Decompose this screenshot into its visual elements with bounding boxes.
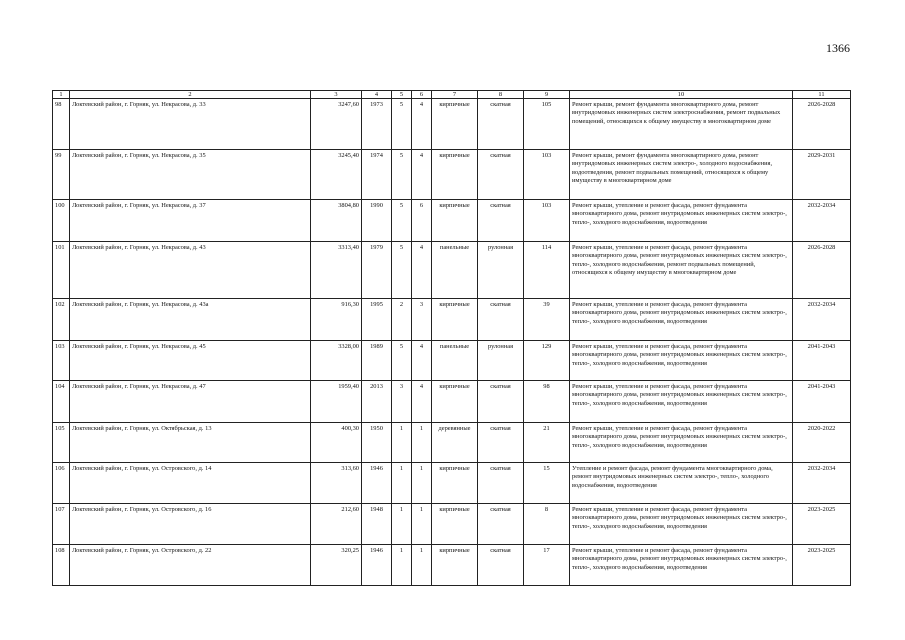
works-cell: Ремонт крыши, утепление и ремонт фасада, ремонт фундамента многоквартирного дома, ремонт внутридомовых инженерных систем электро-, тепло-, холодного водоснабжения, водоотведения	[570, 545, 793, 586]
residents-cell: 105	[524, 99, 570, 150]
roof-type-cell: рулонная	[478, 242, 524, 299]
column-header: 6	[412, 91, 432, 99]
walls-material-cell: кирпичные	[432, 150, 478, 200]
roof-type-cell: скатная	[478, 200, 524, 242]
floors-cell: 5	[392, 242, 412, 299]
roof-type-cell: скатная	[478, 299, 524, 341]
row-number: 102	[53, 299, 70, 341]
walls-material-cell: кирпичные	[432, 381, 478, 423]
year-cell: 1974	[362, 150, 392, 200]
column-header: 7	[432, 91, 478, 99]
period-cell: 2020-2022	[793, 423, 851, 463]
row-number: 100	[53, 200, 70, 242]
year-cell: 1946	[362, 545, 392, 586]
works-cell: Ремонт крыши, утепление и ремонт фасада, ремонт фундамента многоквартирного дома, ремонт внутридомовых инженерных систем электро-, тепло-, холодного водоснабжения, водоотведения	[570, 423, 793, 463]
period-cell: 2023-2025	[793, 545, 851, 586]
residents-cell: 98	[524, 381, 570, 423]
floors-cell: 1	[392, 504, 412, 545]
entrances-cell: 4	[412, 99, 432, 150]
address-cell: Локтевский район, г. Горняк, ул. Некрасова, д. 37	[70, 200, 311, 242]
works-cell: Ремонт крыши, утепление и ремонт фасада, ремонт фундамента многоквартирного дома, ремонт внутридомовых инженерных систем электро-, тепло-, холодного водоснабжения, водоотведения	[570, 299, 793, 341]
floors-cell: 3	[392, 381, 412, 423]
area-cell: 313,60	[311, 463, 362, 504]
address-cell: Локтевский район, г. Горняк, ул. Островского, д. 16	[70, 504, 311, 545]
year-cell: 2013	[362, 381, 392, 423]
entrances-cell: 3	[412, 299, 432, 341]
column-header: 10	[570, 91, 793, 99]
walls-material-cell: панельные	[432, 341, 478, 381]
address-cell: Локтевский район, г. Горняк, ул. Октябрьская, д. 13	[70, 423, 311, 463]
roof-type-cell: скатная	[478, 504, 524, 545]
entrances-cell: 4	[412, 150, 432, 200]
row-number: 106	[53, 463, 70, 504]
walls-material-cell: кирпичные	[432, 545, 478, 586]
works-cell: Утепление и ремонт фасада, ремонт фундамента многоквартирного дома, ремонт внутридомовых инженерных систем электро-, тепло-, холодного водоснабжения, водоотведения	[570, 463, 793, 504]
column-header: 11	[793, 91, 851, 99]
entrances-cell: 6	[412, 200, 432, 242]
column-number-row	[53, 91, 851, 99]
period-cell: 2023-2025	[793, 504, 851, 545]
column-header: 5	[392, 91, 412, 99]
entrances-cell: 1	[412, 423, 432, 463]
page-number: 1366	[826, 41, 850, 55]
address-cell: Локтевский район, г. Горняк, ул. Некрасова, д. 43	[70, 242, 311, 299]
period-cell: 2029-2031	[793, 150, 851, 200]
residents-cell: 15	[524, 463, 570, 504]
address-cell: Локтевский район, г. Горняк, ул. Некрасова, д. 45	[70, 341, 311, 381]
row-number: 101	[53, 242, 70, 299]
residents-cell: 39	[524, 299, 570, 341]
period-cell: 2041-2043	[793, 341, 851, 381]
table-row	[53, 463, 851, 504]
period-cell: 2041-2043	[793, 381, 851, 423]
floors-cell: 2	[392, 299, 412, 341]
floors-cell: 1	[392, 545, 412, 586]
period-cell: 2032-2034	[793, 463, 851, 504]
housing-register-table	[52, 90, 851, 586]
roof-type-cell: скатная	[478, 545, 524, 586]
area-cell: 212,60	[311, 504, 362, 545]
row-number: 104	[53, 381, 70, 423]
row-number: 108	[53, 545, 70, 586]
table-row	[53, 423, 851, 463]
residents-cell: 129	[524, 341, 570, 381]
area-cell: 3804,80	[311, 200, 362, 242]
walls-material-cell: кирпичные	[432, 99, 478, 150]
area-cell: 3247,60	[311, 99, 362, 150]
table-row	[53, 545, 851, 586]
address-cell: Локтевский район, г. Горняк, ул. Некрасова, д. 33	[70, 99, 311, 150]
table-row	[53, 381, 851, 423]
walls-material-cell: деревянные	[432, 423, 478, 463]
roof-type-cell: скатная	[478, 463, 524, 504]
works-cell: Ремонт крыши, ремонт фундамента многоквартирного дома, ремонт внутридомовых инженерных систем электро-, холодного водоснабжения, водоотведения, ремонт подвальных помещений, относящихся к общему имуществу в многоквартирном доме	[570, 150, 793, 200]
address-cell: Локтевский район, г. Горняк, ул. Некрасова, д. 47	[70, 381, 311, 423]
year-cell: 1950	[362, 423, 392, 463]
area-cell: 1959,40	[311, 381, 362, 423]
walls-material-cell: кирпичные	[432, 504, 478, 545]
walls-material-cell: кирпичные	[432, 200, 478, 242]
entrances-cell: 1	[412, 463, 432, 504]
roof-type-cell: скатная	[478, 423, 524, 463]
year-cell: 1948	[362, 504, 392, 545]
column-header: 1	[53, 91, 70, 99]
works-cell: Ремонт крыши, утепление и ремонт фасада, ремонт фундамента многоквартирного дома, ремонт внутридомовых инженерных систем электро-, тепло-, холодного водоснабжения, водоотведения	[570, 200, 793, 242]
year-cell: 1995	[362, 299, 392, 341]
walls-material-cell: кирпичные	[432, 299, 478, 341]
table-row	[53, 242, 851, 299]
table-row	[53, 341, 851, 381]
works-cell: Ремонт крыши, утепление и ремонт фасада, ремонт фундамента многоквартирного дома, ремонт внутридомовых инженерных систем электро-, тепло-, холодного водоснабжения, водоотведения	[570, 341, 793, 381]
floors-cell: 5	[392, 99, 412, 150]
column-header: 3	[311, 91, 362, 99]
floors-cell: 1	[392, 423, 412, 463]
area-cell: 916,30	[311, 299, 362, 341]
works-cell: Ремонт крыши, утепление и ремонт фасада, ремонт фундамента многоквартирного дома, ремонт внутридомовых инженерных систем электро-, тепло-, холодного водоснабжения, водоотведения	[570, 504, 793, 545]
residents-cell: 114	[524, 242, 570, 299]
column-header: 4	[362, 91, 392, 99]
row-number: 99	[53, 150, 70, 200]
floors-cell: 5	[392, 341, 412, 381]
works-cell: Ремонт крыши, утепление и ремонт фасада, ремонт фундамента многоквартирного дома, ремонт внутридомовых инженерных систем электро-, тепло-, холодного водоснабжения, ремонт подвальных помещений, относящихся к общему имуществу в многоквартирном доме	[570, 242, 793, 299]
area-cell: 3328,00	[311, 341, 362, 381]
period-cell: 2032-2034	[793, 200, 851, 242]
walls-material-cell: кирпичные	[432, 463, 478, 504]
row-number: 98	[53, 99, 70, 150]
table-row	[53, 504, 851, 545]
floors-cell: 5	[392, 200, 412, 242]
column-header: 2	[70, 91, 311, 99]
year-cell: 1973	[362, 99, 392, 150]
works-cell: Ремонт крыши, ремонт фундамента многоквартирного дома, ремонт внутридомовых инженерных систем электроснабжения, ремонт подвальных помещений, относящихся к общему имуществу в многоквартирном доме	[570, 99, 793, 150]
area-cell: 3245,40	[311, 150, 362, 200]
year-cell: 1979	[362, 242, 392, 299]
residents-cell: 103	[524, 150, 570, 200]
roof-type-cell: рулонная	[478, 341, 524, 381]
year-cell: 1989	[362, 341, 392, 381]
year-cell: 1990	[362, 200, 392, 242]
table-row	[53, 200, 851, 242]
works-cell: Ремонт крыши, утепление и ремонт фасада, ремонт фундамента многоквартирного дома, ремонт внутридомовых инженерных систем электро-, тепло-, холодного водоснабжения, водоотведения	[570, 381, 793, 423]
table-row	[53, 99, 851, 150]
area-cell: 320,25	[311, 545, 362, 586]
entrances-cell: 1	[412, 504, 432, 545]
period-cell: 2026-2028	[793, 242, 851, 299]
period-cell: 2032-2034	[793, 299, 851, 341]
table-row	[53, 299, 851, 341]
row-number: 105	[53, 423, 70, 463]
address-cell: Локтевский район, г. Горняк, ул. Некрасова, д. 35	[70, 150, 311, 200]
year-cell: 1946	[362, 463, 392, 504]
entrances-cell: 4	[412, 341, 432, 381]
entrances-cell: 4	[412, 242, 432, 299]
address-cell: Локтевский район, г. Горняк, ул. Островского, д. 22	[70, 545, 311, 586]
row-number: 103	[53, 341, 70, 381]
walls-material-cell: панельные	[432, 242, 478, 299]
table-row	[53, 150, 851, 200]
residents-cell: 17	[524, 545, 570, 586]
row-number: 107	[53, 504, 70, 545]
entrances-cell: 1	[412, 545, 432, 586]
period-cell: 2026-2028	[793, 99, 851, 150]
area-cell: 400,30	[311, 423, 362, 463]
address-cell: Локтевский район, г. Горняк, ул. Островского, д. 14	[70, 463, 311, 504]
residents-cell: 8	[524, 504, 570, 545]
area-cell: 3313,40	[311, 242, 362, 299]
address-cell: Локтевский район, г. Горняк, ул. Некрасова, д. 43а	[70, 299, 311, 341]
floors-cell: 1	[392, 463, 412, 504]
residents-cell: 21	[524, 423, 570, 463]
column-header: 9	[524, 91, 570, 99]
column-header: 8	[478, 91, 524, 99]
roof-type-cell: скатная	[478, 381, 524, 423]
roof-type-cell: скатная	[478, 99, 524, 150]
entrances-cell: 4	[412, 381, 432, 423]
roof-type-cell: скатная	[478, 150, 524, 200]
floors-cell: 5	[392, 150, 412, 200]
residents-cell: 103	[524, 200, 570, 242]
